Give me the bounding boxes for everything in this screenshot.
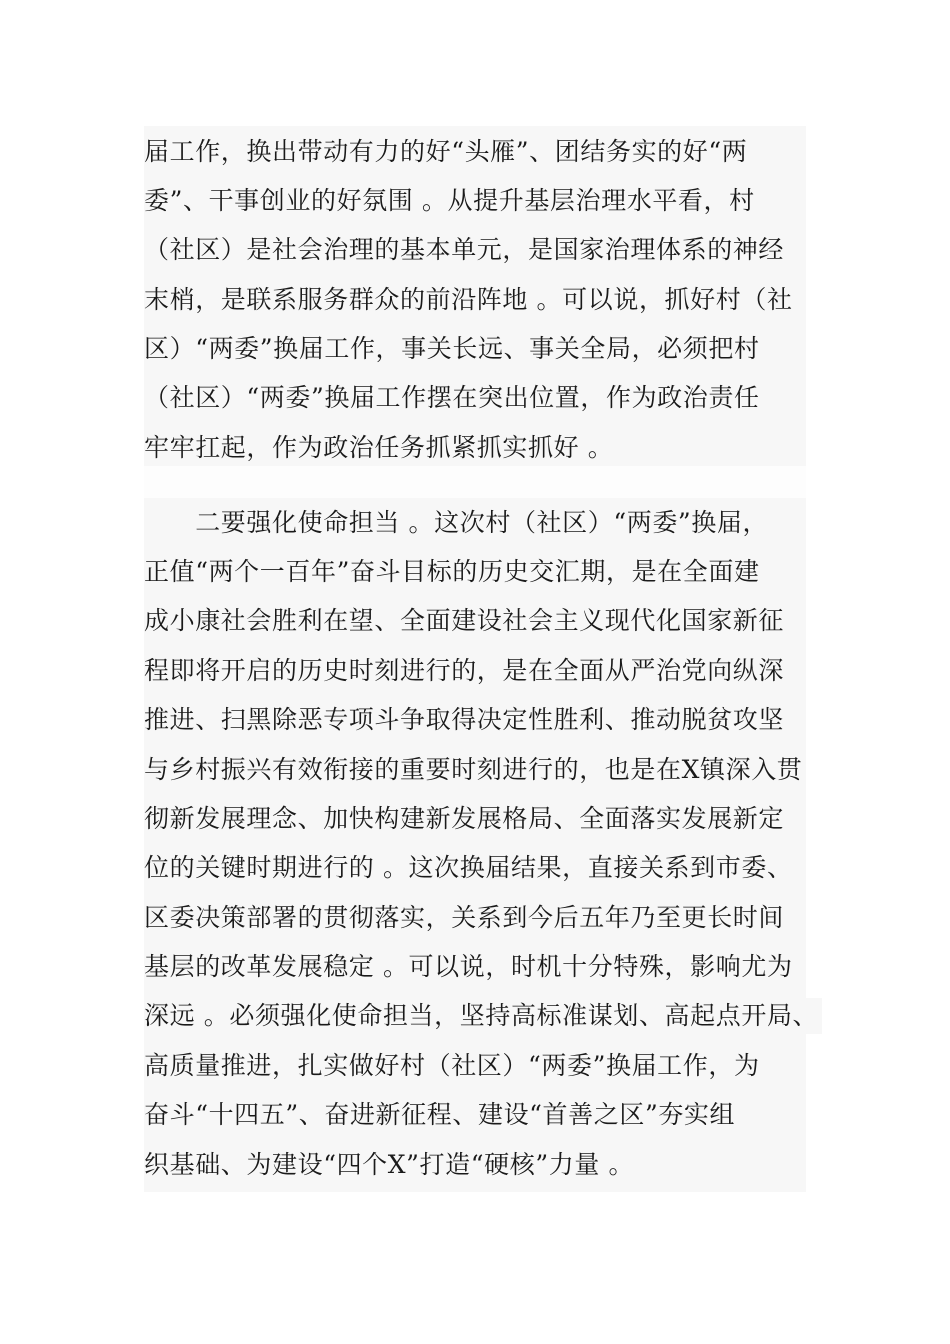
paragraph-1-line-6: （社区）“两委”换届工作摆在突出位置，作为政治责任 [144,383,760,412]
paragraph-2-line-3: 成小康社会胜利在望、全面建设社会主义现代化国家新征 [144,606,785,635]
paragraph-2-line-10: 基层的改革发展稳定 。可以说，时机十分特殊，影响尤为 [144,952,793,981]
paragraph-2-line-13: 奋斗“十四五”、奋进新征程、建设“首善之区”夯实组 [144,1100,736,1129]
paragraph-2-line-6: 与乡村振兴有效衔接的重要时刻进行的，也是在X镇深入贯 [144,755,803,784]
paragraph-2-line-14: 织基础、为建设“四个X”打造“硬核”力量 。 [144,1150,635,1179]
paragraph-2-line-8: 位的关键时期进行的 。这次换届结果，直接关系到市委、 [144,853,793,882]
paragraph-2-line-5: 推进、扫黑除恶专项斗争取得决定性胜利、推动脱贫攻坚 [144,705,785,734]
paragraph-1-line-3: （社区）是社会治理的基本单元，是国家治理体系的神经 [144,235,785,264]
paragraph-gap [144,466,806,498]
paragraph-2-line-11: 深远 。必须强化使命担当，坚持高标准谋划、高起点开局、 [144,998,822,1034]
paragraph-2-line-7: 彻新发展理念、加快构建新发展格局、全面落实发展新定 [144,804,785,833]
paragraph-2-line-1: 二要强化使命担当 。这次村（社区）“两委”换届， [144,508,769,537]
paragraph-1-line-5: 区）“两委”换届工作，事关长远、事关全局，必须把村 [144,334,760,363]
paragraph-1-line-2: 委”、干事创业的好氛围 。从提升基层治理水平看，村 [144,186,755,215]
paragraph-1-line-7: 牢牢扛起，作为政治任务抓紧抓实抓好 。 [144,433,614,462]
paragraph-2-line-9: 区委决策部署的贯彻落实，关系到今后五年乃至更长时间 [144,903,785,932]
paragraph-2-line-4: 程即将开启的历史时刻进行的，是在全面从严治党向纵深 [144,656,785,685]
paragraph-2-line-12: 高质量推进，扎实做好村（社区）“两委”换届工作，为 [144,1051,760,1080]
paragraph-1-line-1: 届工作，换出带动有力的好“头雁”、团结务实的好“两 [144,137,748,166]
paragraph-1-line-4: 末梢，是联系服务群众的前沿阵地 。可以说，抓好村（社 [144,285,793,314]
paragraph-2-line-2: 正值“两个一百年”奋斗目标的历史交汇期，是在全面建 [144,557,760,586]
